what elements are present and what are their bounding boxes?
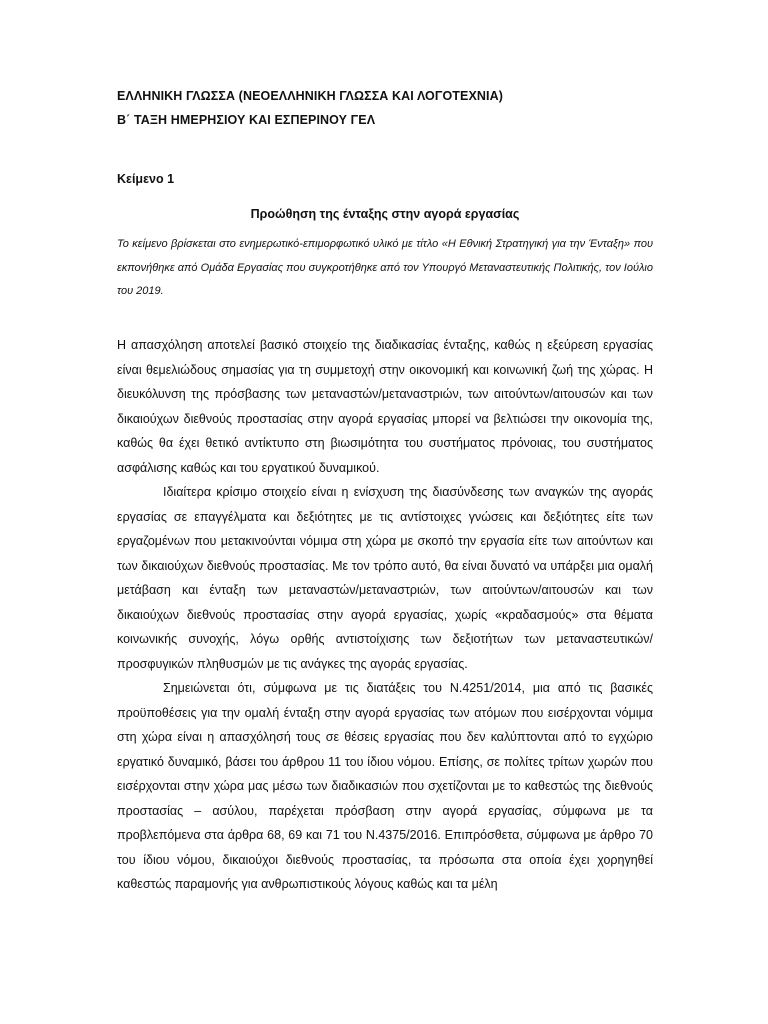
text-title: Προώθηση της ένταξης στην αγορά εργασίας (250, 207, 520, 221)
source-note: Το κείμενο βρίσκεται στο ενημερωτικό-επιμορφωτικό υλικό με τίτλο «Η Εθνική Στρατηγική για την Ένταξη» που εκπονήθηκε από Ομάδα Εργασίας που συγκροτήθηκε από τον Υπουργό Μεταναστευτικής Πολιτικής, τον Ιούλιο του 2019. (117, 238, 653, 297)
body-text (117, 333, 653, 897)
text-label: Κείμενο 1 (117, 172, 175, 186)
paragraph: Η απασχόληση αποτελεί βασικό στοιχείο της διαδικασίας ένταξης, καθώς η εξεύρεση εργασίας είναι θεμελιώδους σημασίας για τη συμμετοχή στην οικονομική και κοινωνική ζωή της χώρας. Η διευκόλυνση της πρόσβασης των μεταναστών/μεταναστριών, των αιτούντων/αιτουσών και των δικαιούχων διεθνούς προστασίας στην αγορά εργασίας μπορεί να βελτιώσει την οικονομία της, καθώς θα έχει θετικό αντίκτυπο στη βιωσιμότητα του συστήματος πρόνοιας, του συστήματος ασφάλισης καθώς και του εργατικού δυναμικού. (117, 338, 653, 475)
subject-heading: ΕΛΛΗΝΙΚΗ ΓΛΩΣΣΑ (ΝΕΟΕΛΛΗΝΙΚΗ ΓΛΩΣΣΑ ΚΑΙ ΛΟΓΟΤΕΧΝΙΑ) (117, 89, 504, 103)
paragraph: Ιδιαίτερα κρίσιμο στοιχείο είναι η ενίσχυση της διασύνδεσης των αναγκών της αγοράς εργασίας σε επαγγέλματα και δεξιότητες με τις αντίστοιχες γνώσεις και δεξιότητες είτε των εργαζομένων που μετακινούνται νόμιμα στη χώρα με σκοπό την εργασία είτε των αιτούντων και των δικαιούχων διεθνούς προστασίας. Με τον τρόπο αυτό, θα είναι δυνατό να υπάρξει μια ομαλή μετάβαση και ένταξη των μεταναστών/μεταναστριών, των αιτούντων/αιτουσών και των δικαιούχων διεθνούς προστασίας στην αγορά εργασίας, χωρίς «κραδασμούς» στα θέματα κοινωνικής συνοχής, λόγω ορθής αντιστοίχισης των δεξιοτήτων των μεταναστευτικών/προσφυγικών πληθυσμών με τις ανάγκες της αγοράς εργασίας. (117, 485, 653, 671)
class-heading: Β΄ ΤΑΞΗ ΗΜΕΡΗΣΙΟΥ ΚΑΙ ΕΣΠΕΡΙΝΟΥ ΓΕΛ (117, 113, 376, 127)
paragraph: Σημειώνεται ότι, σύμφωνα με τις διατάξεις του Ν.4251/2014, μια από τις βασικές προϋποθέσεις για την ομαλή ένταξη στην αγορά εργασίας των ατόμων που εισέρχονται νόμιμα στη χώρα είναι η απασχόλησή τους σε θέσεις εργασίας που δεν καλύπτονται από το εγχώριο εργατικό δυναμικό, βάσει του άρθρου 11 του ίδιου νόμου. Επίσης, σε πολίτες τρίτων χωρών που εισέρχονται στην χώρα μας μέσω των διαδικασιών που σχετίζονται με το καθεστώς της διεθνούς προστασίας – ασύλου, παρέχεται πρόσβαση στην αγορά εργασίας, σύμφωνα με τα προβλεπόμενα στα άρθρα 68, 69 και 71 του Ν.4375/2016. Επιπρόσθετα, σύμφωνα με άρθρο 70 του ίδιου νόμου, δικαιούχοι διεθνούς προστασίας, τα πρόσωπα στα οποία έχει χορηγηθεί καθεστώς παραμονής για ανθρωπιστικούς λόγους καθώς και τα μέλη (117, 681, 653, 891)
